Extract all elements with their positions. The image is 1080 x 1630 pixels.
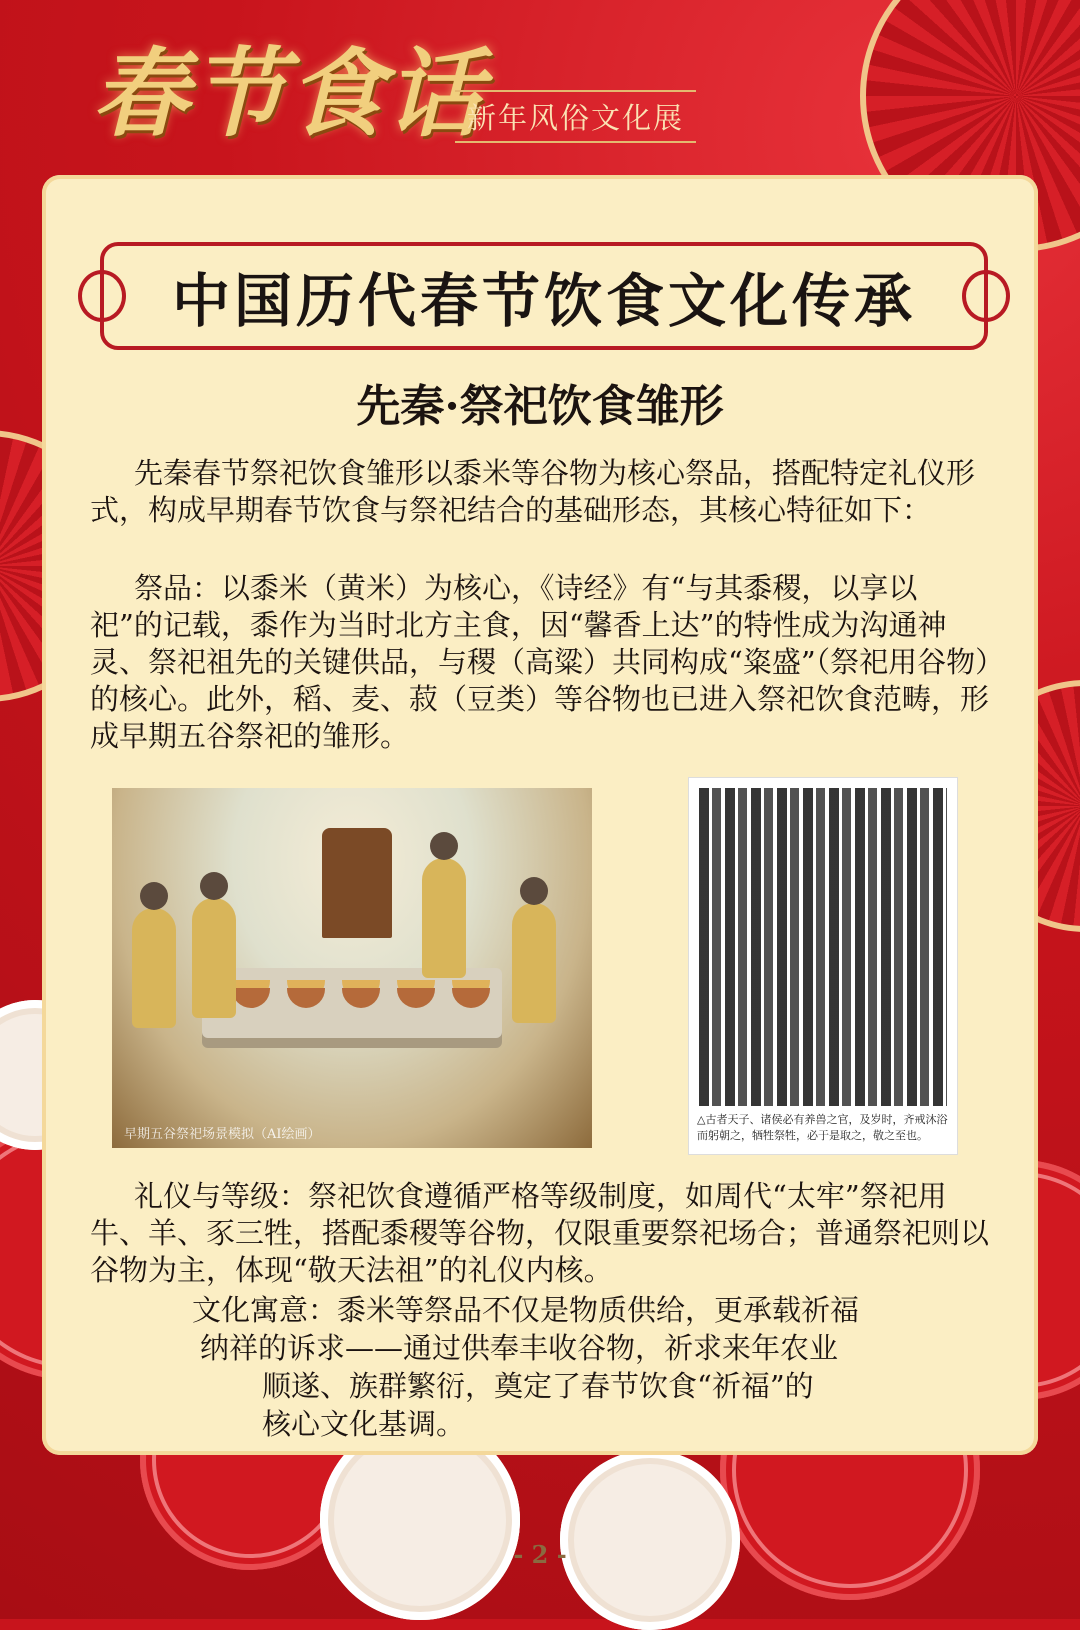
scan-caption: △古者天子、诸侯必有养兽之官，及岁时，齐戒沐浴而躬朝之，牺牲祭牲，必于是取之，敬之至也。 <box>697 1113 948 1142</box>
culture-line-3: 顺遂、族群繁衍，奠定了春节饮食“祈福”的 <box>262 1369 814 1403</box>
brand-title: 春节食话 <box>92 37 484 150</box>
page-number: - 2 - <box>513 1540 567 1569</box>
exhibition-subtitle: 新年风俗文化展 <box>455 90 696 143</box>
offerings-paragraph: 祭品：以黍米（黄米）为核心，《诗经》有“与其黍稷，以享以祀”的记载，黍作为当时北方主食，因“馨香上达”的特性成为沟通神灵、祭祀祖先的关键供品，与稷（高粱）共同构成“粢盛”（祭祀用谷物）的核心。此外，稻、麦、菽（豆类）等谷物也已进入祭祀饮食范畴，形成早期五谷祭祀的雏形。 <box>90 571 990 753</box>
section-heading: 先秦·祭祀饮食雏形 <box>356 381 724 432</box>
culture-line-1: 文化寓意：黍米等祭品不仅是物质供给，更承载祈福 <box>192 1293 860 1327</box>
classical-text-image <box>699 788 947 1106</box>
shrine-shape <box>322 828 392 938</box>
worshipper-figure <box>132 908 176 1028</box>
photo-caption: 早期五谷祭祀场景模拟（AI绘画） <box>124 1127 321 1142</box>
section-banner <box>100 242 988 350</box>
worshipper-figure <box>422 858 466 978</box>
banner-title: 中国历代春节饮食文化传承 <box>171 267 916 335</box>
ritual-illustration <box>112 788 592 1148</box>
culture-line-2: 纳祥的诉求——通过供奉丰收谷物，祈求来年农业 <box>200 1331 839 1365</box>
culture-line-4: 核心文化基调。 <box>262 1407 466 1441</box>
intro-paragraph: 先秦春节祭祀饮食雏形以黍米等谷物为核心祭品，搭配特定礼仪形式，构成早期春节饮食与祭祀结合的基础形态，其核心特征如下： <box>90 456 976 527</box>
worshipper-figure <box>512 903 556 1023</box>
ancient-text-scan <box>688 777 958 1155</box>
worshipper-figure <box>192 898 236 1018</box>
rites-paragraph: 礼仪与等级：祭祀饮食遵循严格等级制度，如周代“太牢”祭祀用牛、羊、豕三牲，搭配黍稷等谷物，仅限重要祭祀场合；普通祭祀则以谷物为主，体现“敬天法祖”的礼仪内核。 <box>90 1179 990 1287</box>
